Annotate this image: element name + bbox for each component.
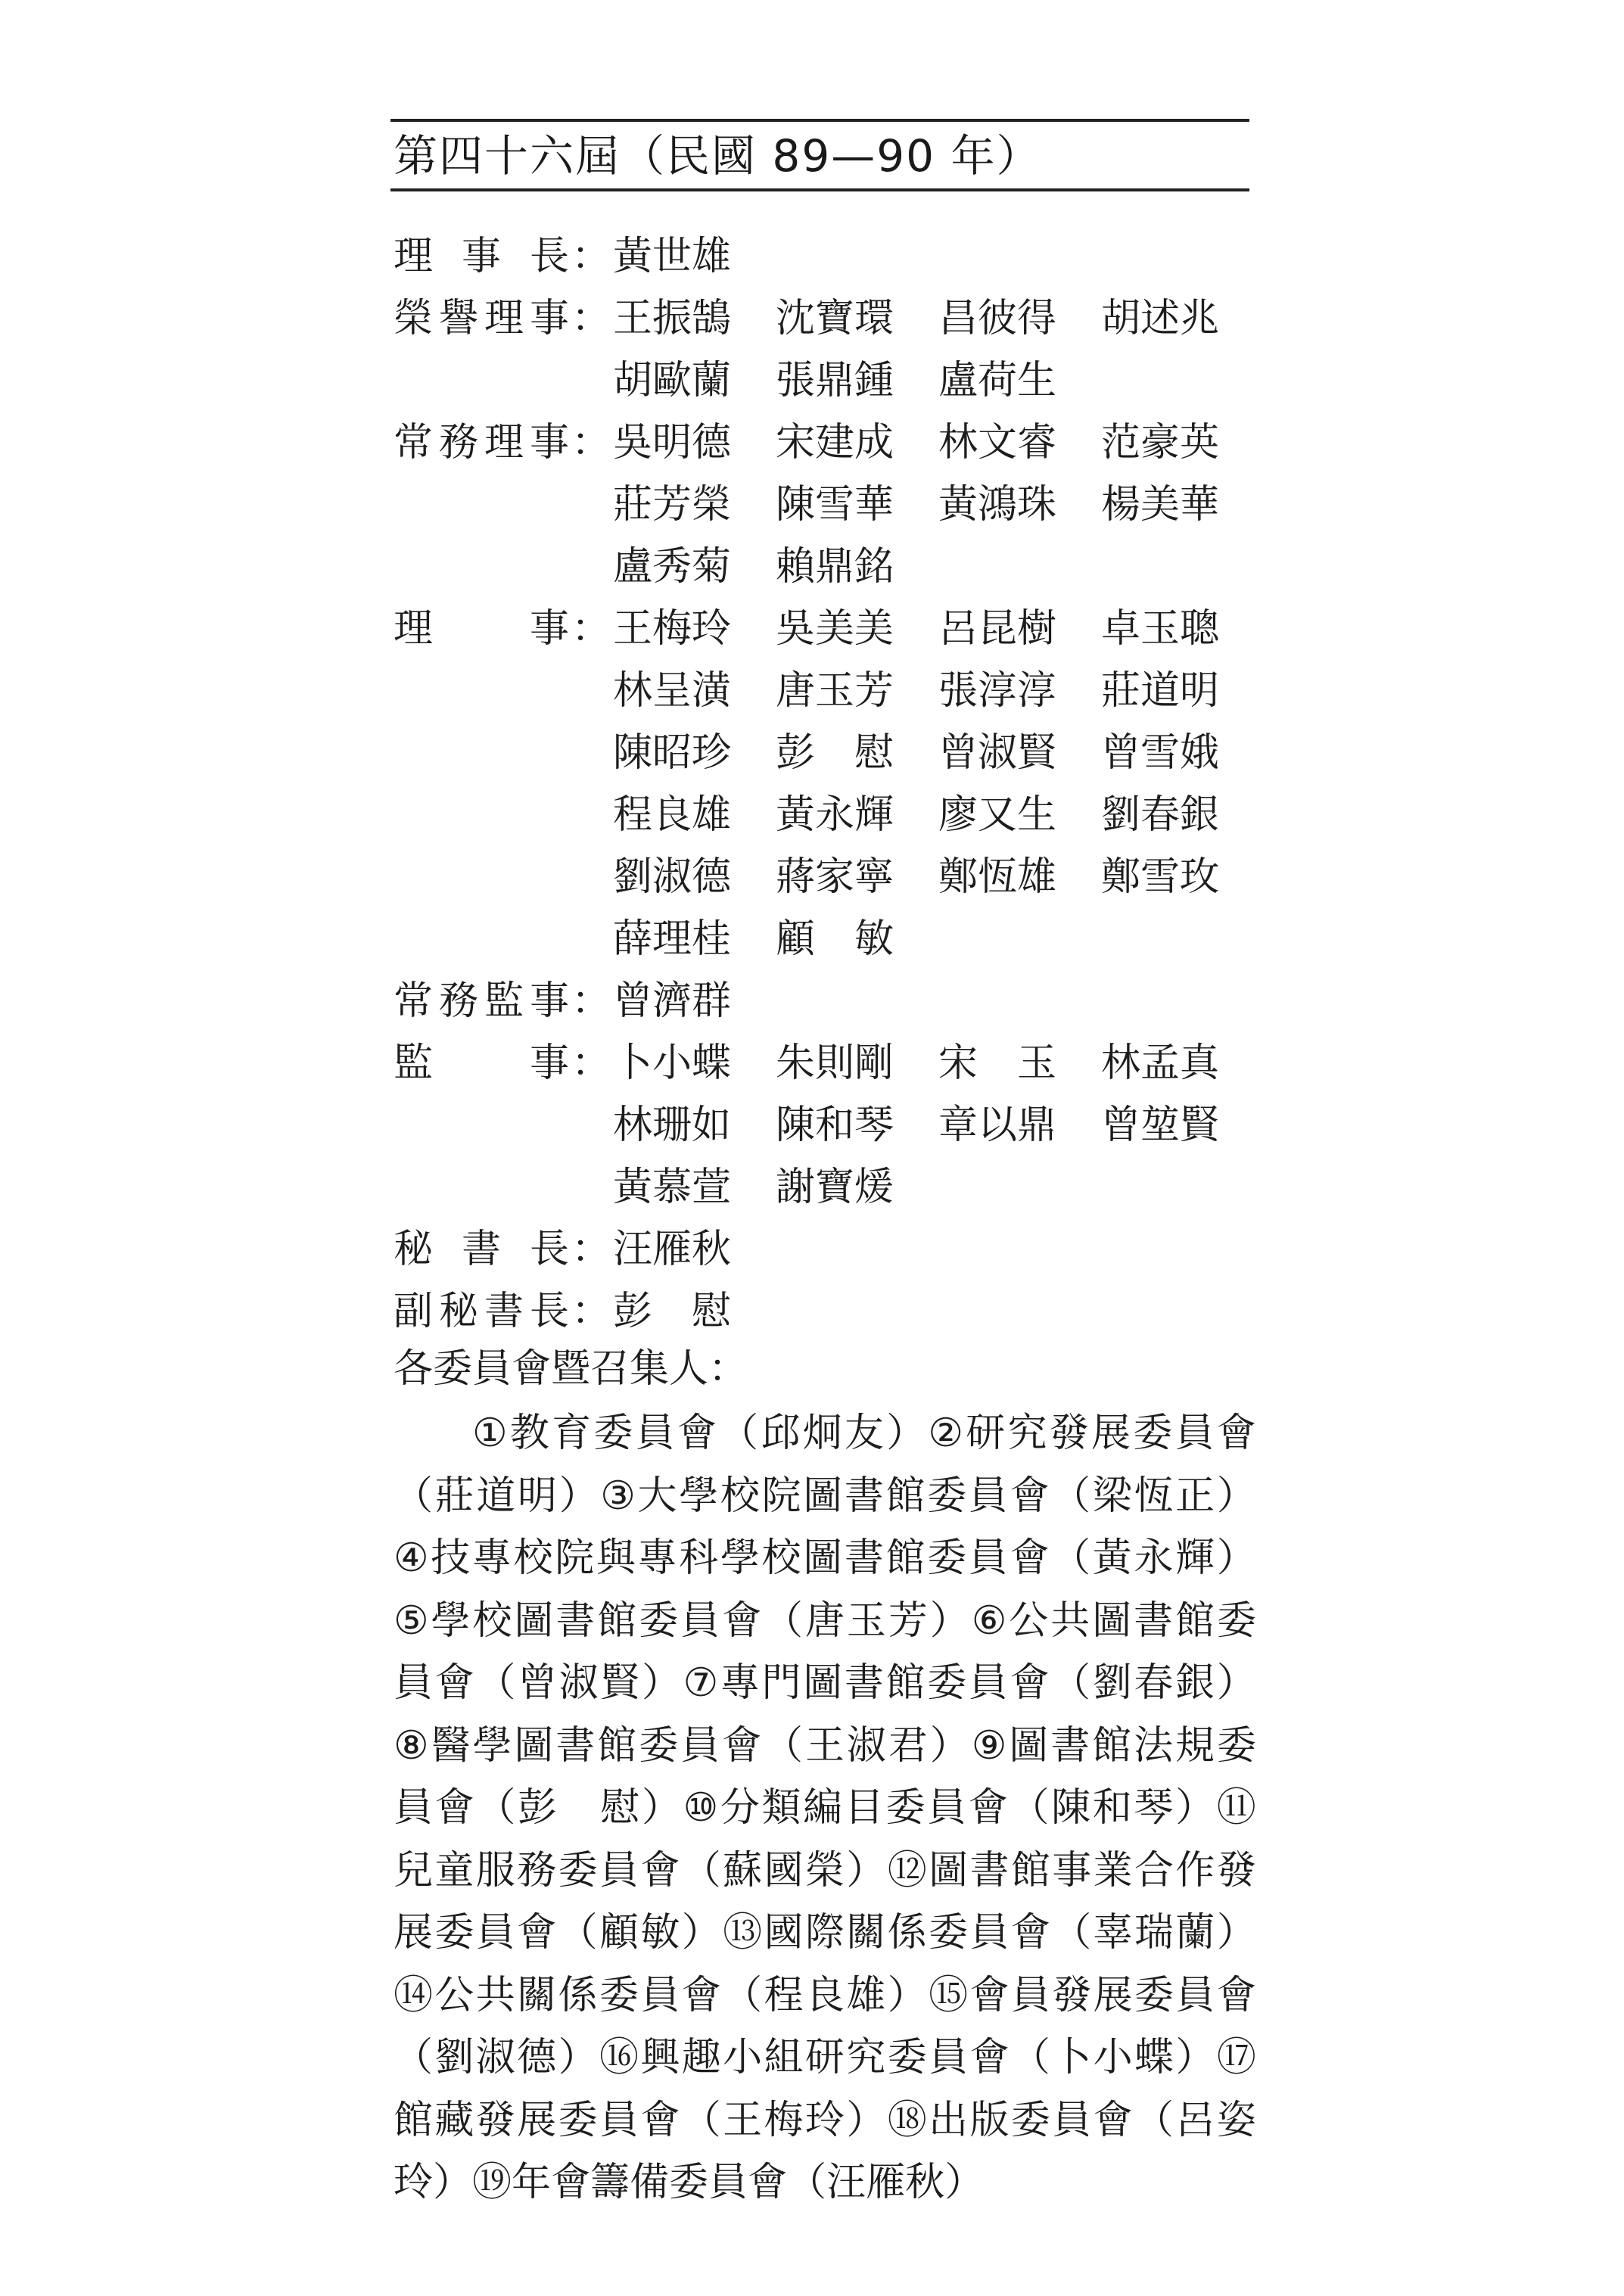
role-label-char: 理 <box>394 233 434 279</box>
committee-line: ⑭ 公 共 關 係 委 員 會 （ 程 良 雄 ） ⑮ 會 員 發 展 委 員 會 <box>394 1972 1256 2018</box>
member-name: 汪雁秋 <box>613 1226 732 1272</box>
role-label-char: 副 <box>394 1288 434 1334</box>
roster-row <box>394 842 1256 904</box>
committee-line: （ 莊 道 明 ） ③ 大 學 校 院 圖 書 館 委 員 會 （ 梁 恆 正 ） <box>394 1473 1256 1519</box>
member-name: 林孟真 <box>1101 1040 1220 1086</box>
roster-row <box>394 1152 1256 1214</box>
member-name: 劉春銀 <box>1101 792 1220 838</box>
member-name: 林珊如 <box>613 1102 732 1148</box>
member-name: 楊美華 <box>1101 481 1220 527</box>
roster-row <box>394 1214 1256 1276</box>
member-names <box>613 286 1264 343</box>
role-label-char: 事 <box>529 1040 569 1086</box>
member-name: 程良雄 <box>613 792 732 838</box>
role-label <box>394 410 569 467</box>
officer-roster <box>394 221 1256 1400</box>
role-label <box>394 596 569 653</box>
member-name: 范豪英 <box>1101 419 1220 465</box>
member-name: 黃世雄 <box>613 233 732 279</box>
role-label-char: 事 <box>529 295 569 341</box>
member-name: 卓玉聰 <box>1101 605 1220 652</box>
role-label-char: 事 <box>529 978 569 1024</box>
role-label-char: 譽 <box>438 295 478 341</box>
member-names <box>613 1279 776 1336</box>
top-rule <box>390 119 1249 122</box>
member-name: 張鼎鍾 <box>776 357 894 403</box>
member-name: 彭 慰 <box>776 730 894 776</box>
roster-row <box>394 1028 1256 1090</box>
member-name: 朱則剛 <box>776 1040 894 1086</box>
roster-row <box>394 1276 1256 1338</box>
member-name: 曾濟群 <box>613 978 732 1024</box>
role-label-char: 書 <box>461 1226 501 1272</box>
committee-line: ⑧ 醫 學 圖 書 館 委 員 會 （ 王 淑 君 ） ⑨ 圖 書 館 法 規 委 <box>394 1722 1256 1769</box>
role-label-char: 理 <box>394 605 434 652</box>
member-names <box>613 720 1264 777</box>
roster-row <box>394 904 1256 966</box>
role-label-char: 理 <box>484 419 524 465</box>
member-names <box>613 907 938 963</box>
member-name: 謝寶煖 <box>776 1164 894 1210</box>
member-name: 曾淑賢 <box>938 730 1057 776</box>
member-name: 曾堃賢 <box>1101 1102 1220 1148</box>
roster-row <box>394 407 1256 469</box>
member-name: 盧秀菊 <box>613 543 732 590</box>
member-names <box>613 472 1264 529</box>
member-names <box>613 658 1264 715</box>
label-colon: ： <box>571 1040 611 1086</box>
committee-list <box>394 1402 1256 2214</box>
role-label-char: 務 <box>438 978 478 1024</box>
member-name: 胡述兆 <box>1101 295 1220 341</box>
role-label <box>394 1031 569 1087</box>
role-label <box>394 1217 569 1274</box>
committee-line: 員 會 （ 彭 慰 ） ⑩ 分 類 編 目 委 員 會 （ 陳 和 琴 ） ⑪ <box>394 1785 1256 1831</box>
committee-line: 館 藏 發 展 委 員 會 （ 王 梅 玲 ） ⑱ 出 版 委 員 會 （ 呂 姿 <box>394 2097 1256 2143</box>
committee-line: 玲 ） ⑲ 年 會 籌 備 委 員 會 （ 汪 雁 秋 ） <box>394 2160 985 2205</box>
role-label <box>394 1279 569 1336</box>
member-names <box>613 1031 1264 1087</box>
role-label <box>394 969 569 1025</box>
committee-line: 員 會 （ 曾 淑 賢 ） ⑦ 專 門 圖 書 館 委 員 會 （ 劉 春 銀 ） <box>394 1660 1256 1706</box>
label-colon: ： <box>571 978 611 1024</box>
page-title: 第四十六屆（民國 89—90 年） <box>394 130 1042 182</box>
member-name: 呂昆樹 <box>938 605 1057 652</box>
roster-row <box>394 966 1256 1028</box>
member-name: 陳雪華 <box>776 481 894 527</box>
member-name: 蔣家寧 <box>776 854 894 900</box>
bottom-rule <box>390 188 1249 191</box>
committee-line: ① 教 育 委 員 會 （ 邱 炯 友 ） ② 研 究 發 展 委 員 會 <box>472 1411 1256 1456</box>
member-name: 薛理桂 <box>613 916 732 962</box>
role-label-char: 務 <box>438 419 478 465</box>
member-names <box>613 845 1264 901</box>
role-label-char: 秘 <box>394 1226 434 1272</box>
roster-row <box>394 717 1256 779</box>
roster-row <box>394 531 1256 593</box>
member-name: 鄭恆雄 <box>938 854 1057 900</box>
member-name: 王梅玲 <box>613 605 732 652</box>
committee-line: （ 劉 淑 德 ） ⑯ 興 趣 小 組 研 究 委 員 會 （ 卜 小 蝶 ） ⑰ <box>394 2035 1256 2080</box>
role-label-char: 常 <box>394 978 434 1024</box>
member-name: 張淳淳 <box>938 667 1057 714</box>
role-label-char: 長 <box>529 233 569 279</box>
member-name: 廖又生 <box>938 792 1057 838</box>
member-name: 卜小蝶 <box>613 1040 732 1086</box>
member-name: 黃慕萱 <box>613 1164 732 1210</box>
member-name: 黃永輝 <box>776 792 894 838</box>
member-name: 宋 玉 <box>938 1040 1057 1086</box>
role-label-char: 榮 <box>394 295 434 341</box>
member-name: 唐玉芳 <box>776 667 894 714</box>
label-colon: ： <box>571 1288 611 1334</box>
member-name: 顧 敏 <box>776 916 894 962</box>
label-colon: ： <box>571 605 611 652</box>
member-name: 陳和琴 <box>776 1102 894 1148</box>
roster-row <box>394 469 1256 531</box>
roster-row <box>394 345 1256 407</box>
committee-line: ⑤ 學 校 圖 書 館 委 員 會 （ 唐 玉 芳 ） ⑥ 公 共 圖 書 館 委 <box>394 1598 1256 1644</box>
member-name: 宋建成 <box>776 419 894 465</box>
member-names <box>613 534 938 591</box>
roster-row <box>394 221 1256 283</box>
member-name: 胡歐蘭 <box>613 357 732 403</box>
role-label-char: 常 <box>394 419 434 465</box>
member-name: 昌彼得 <box>938 295 1057 341</box>
label-colon: ： <box>571 419 611 465</box>
member-name: 吳明德 <box>613 419 732 465</box>
member-names <box>613 348 1101 405</box>
role-label-char: 監 <box>484 978 524 1024</box>
member-name: 劉淑德 <box>613 854 732 900</box>
member-name: 莊芳榮 <box>613 481 732 527</box>
member-name: 吳美美 <box>776 605 894 652</box>
member-name: 賴鼎銘 <box>776 543 894 590</box>
member-name: 林呈潢 <box>613 667 732 714</box>
label-colon: ： <box>571 295 611 341</box>
member-names <box>613 969 776 1025</box>
committee-line: 兒 童 服 務 委 員 會 （ 蘇 國 榮 ） ⑫ 圖 書 館 事 業 合 作 發 <box>394 1847 1256 1893</box>
member-names <box>613 224 776 281</box>
roster-row <box>394 655 1256 717</box>
member-names <box>613 596 1264 653</box>
roster-row <box>394 593 1256 655</box>
member-name: 黃鴻珠 <box>938 481 1057 527</box>
committee-line: ④ 技 專 校 院 與 專 科 學 校 圖 書 館 委 員 會 （ 黃 永 輝 ） <box>394 1535 1256 1581</box>
member-name: 盧荷生 <box>938 357 1057 403</box>
committee-line: 展 委 員 會 （ 顧 敏 ） ⑬ 國 際 關 係 委 員 會 （ 辜 瑞 蘭 ） <box>394 1910 1256 1955</box>
member-name: 莊道明 <box>1101 667 1220 714</box>
label-colon: ： <box>571 1226 611 1272</box>
roster-row <box>394 1090 1256 1152</box>
member-name: 鄭雪玫 <box>1101 854 1220 900</box>
role-label-char: 秘 <box>438 1288 478 1334</box>
member-names <box>613 1093 1264 1150</box>
role-label-char: 事 <box>461 233 501 279</box>
committees-heading: 各委員會暨召集人： <box>394 1346 748 1392</box>
role-label-char: 長 <box>529 1288 569 1334</box>
role-label <box>394 286 569 343</box>
role-label-char: 理 <box>484 295 524 341</box>
role-label-char: 書 <box>484 1288 524 1334</box>
member-name: 章以鼎 <box>938 1102 1057 1148</box>
member-name: 曾雪娥 <box>1101 730 1220 776</box>
member-name: 陳昭珍 <box>613 730 732 776</box>
role-label-char: 長 <box>529 1226 569 1272</box>
member-name: 彭 慰 <box>613 1288 732 1334</box>
roster-row <box>394 283 1256 345</box>
member-names <box>613 782 1264 839</box>
member-name: 林文睿 <box>938 419 1057 465</box>
member-name: 沈寶環 <box>776 295 894 341</box>
roster-row <box>394 779 1256 842</box>
member-names <box>613 1217 776 1274</box>
member-names <box>613 1155 938 1212</box>
member-name: 王振鵠 <box>613 295 732 341</box>
member-names <box>613 410 1264 467</box>
role-label <box>394 224 569 281</box>
role-label-char: 監 <box>394 1040 434 1086</box>
role-label-char: 事 <box>529 419 569 465</box>
role-label-char: 事 <box>529 605 569 652</box>
label-colon: ： <box>571 233 611 279</box>
